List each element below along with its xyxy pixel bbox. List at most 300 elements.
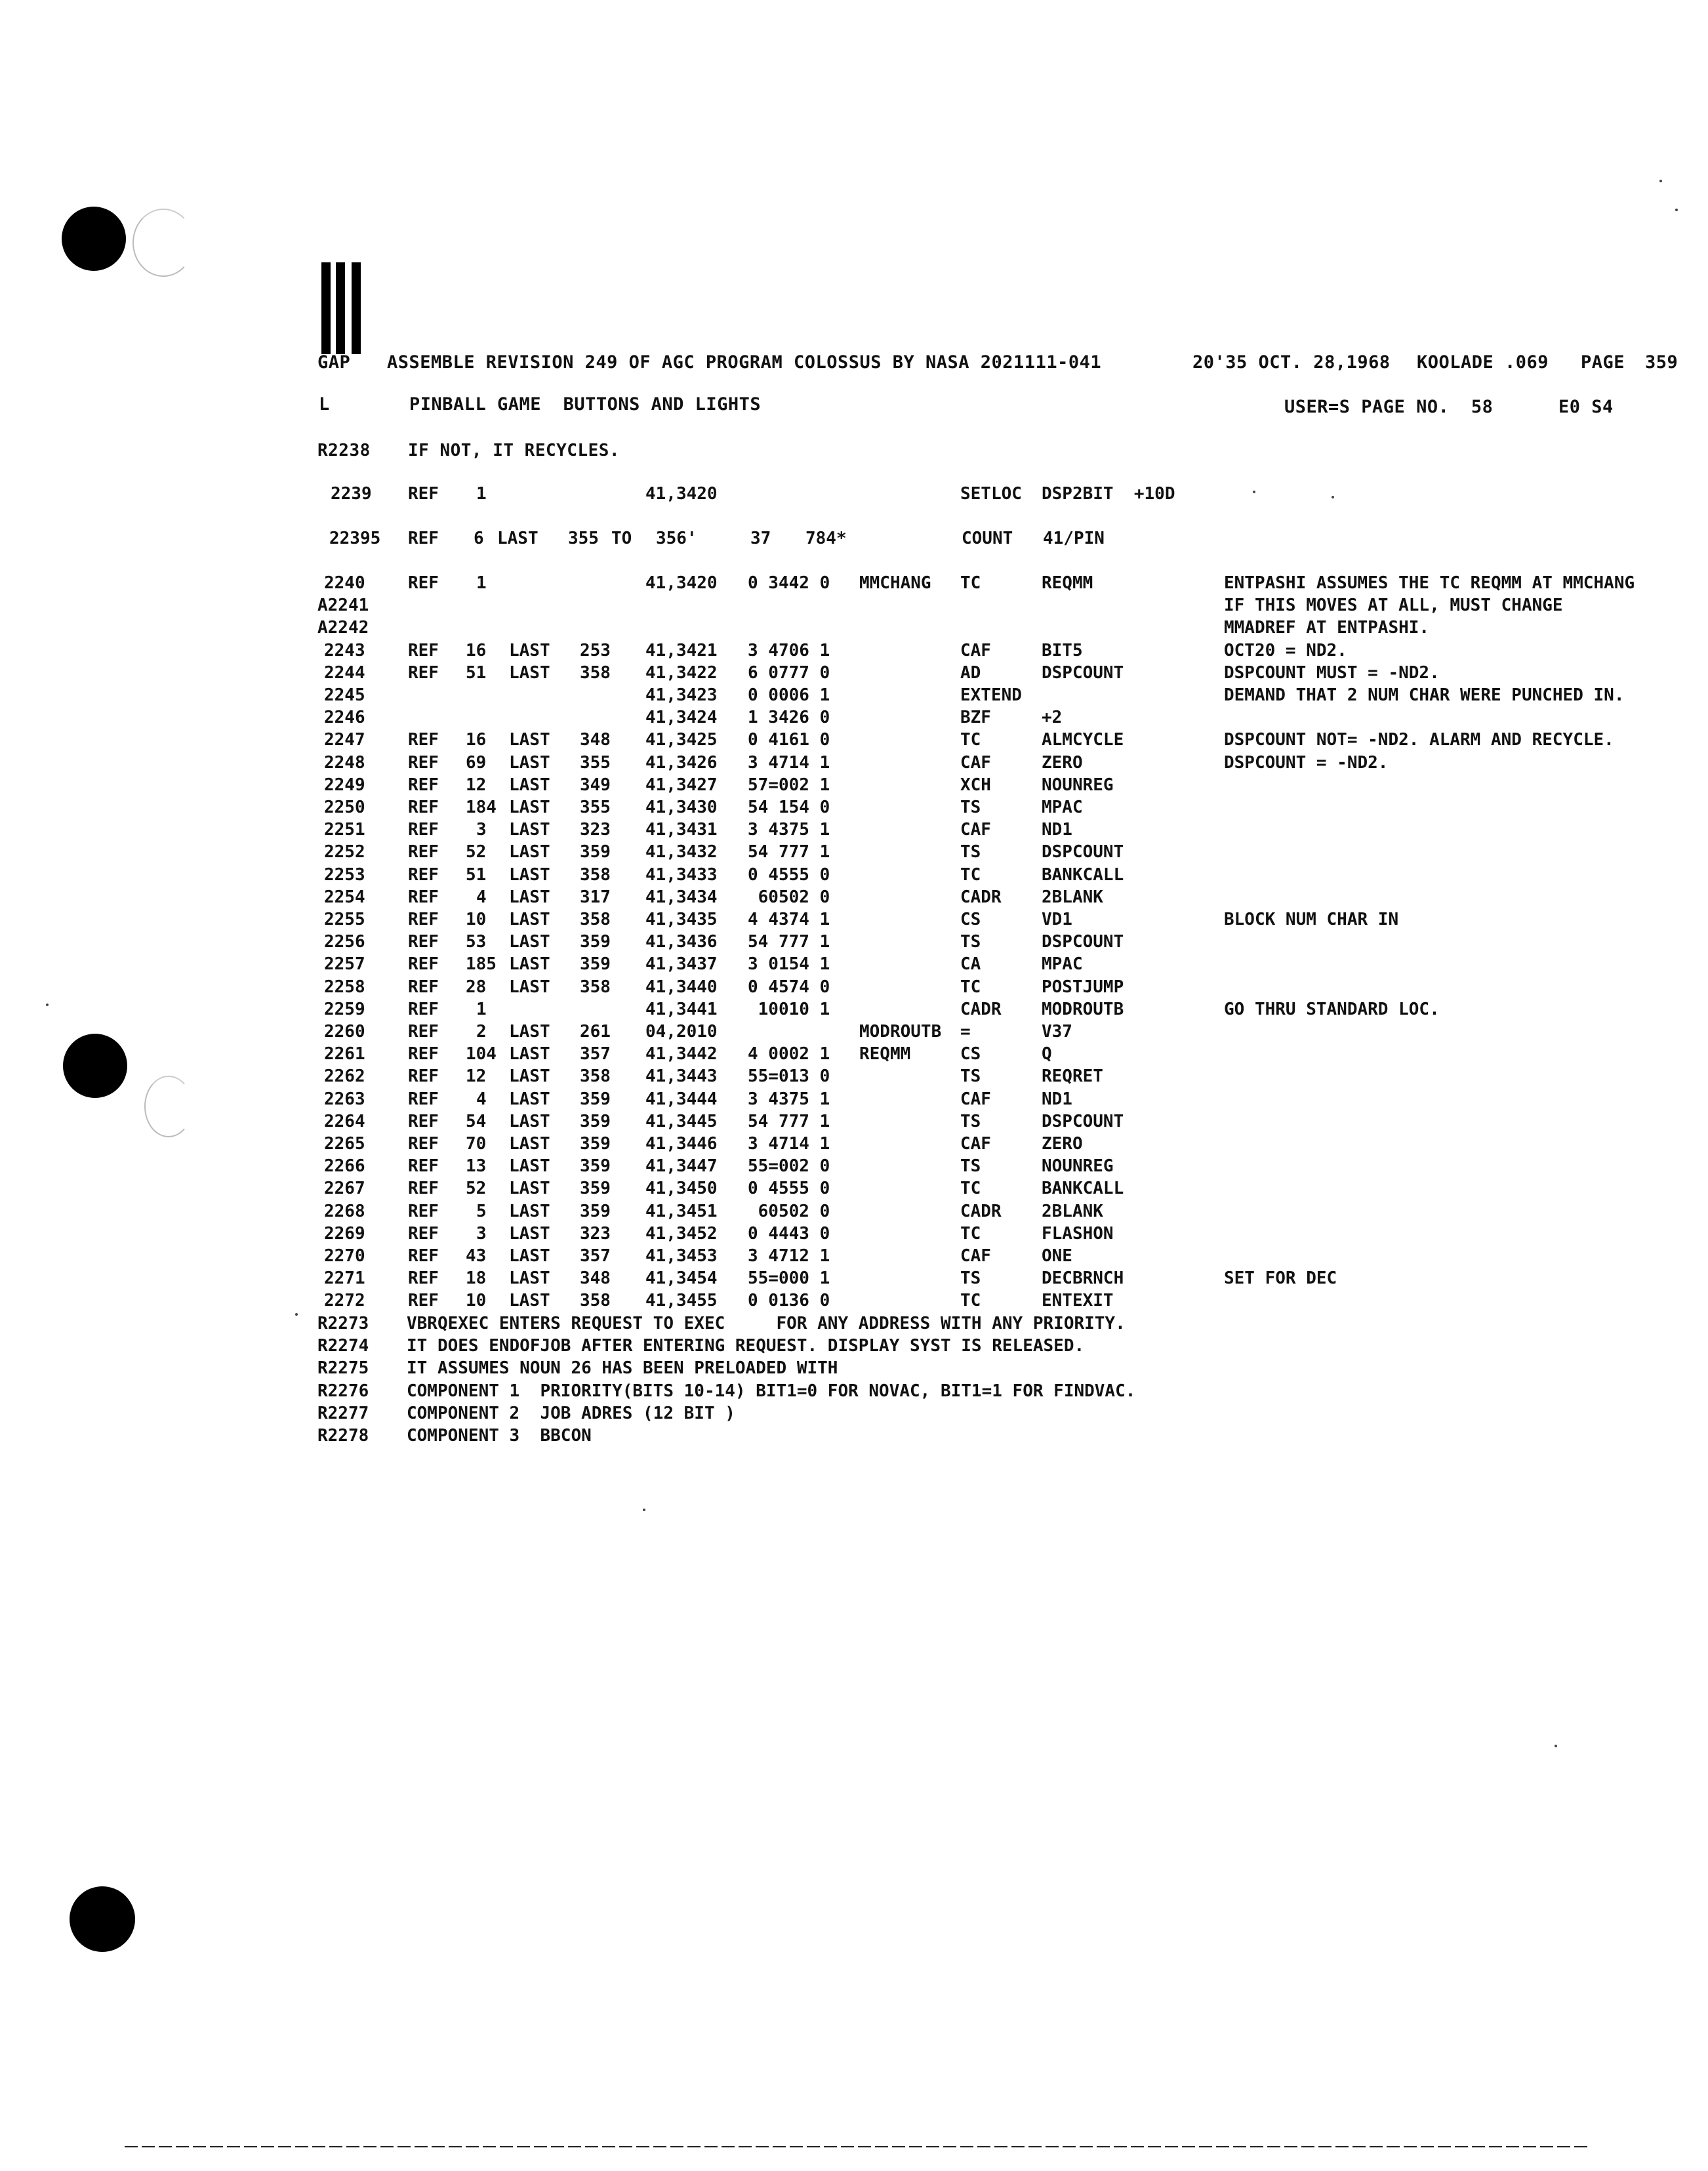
object-code: 0 4555 0 bbox=[748, 865, 830, 885]
remark-line bbox=[0, 1335, 1708, 1357]
comment: BLOCK NUM CHAR IN bbox=[1224, 910, 1399, 929]
label: REQMM bbox=[859, 1044, 911, 1064]
line-number: 2243 bbox=[324, 641, 365, 660]
listing-row bbox=[0, 976, 1708, 998]
line-number: 2259 bbox=[324, 1000, 365, 1019]
ref-keyword: REF bbox=[408, 1202, 439, 1221]
remark-text: COMPONENT 3 BBCON bbox=[407, 1426, 592, 1446]
opcode: XCH bbox=[960, 775, 991, 795]
ref-keyword: REF bbox=[408, 663, 439, 683]
listing-row bbox=[0, 796, 1708, 819]
opcode: CAF bbox=[960, 1134, 991, 1154]
ref-count: 12 bbox=[466, 775, 487, 795]
ref-keyword: REF bbox=[408, 887, 439, 907]
line-number: 2262 bbox=[324, 1066, 365, 1086]
ref-count: 16 bbox=[466, 730, 487, 750]
address: 41,3455 bbox=[645, 1291, 718, 1310]
address: 41,3424 bbox=[645, 708, 718, 727]
last-keyword: LAST bbox=[509, 977, 550, 997]
remark-text: VBRQEXEC ENTERS REQUEST TO EXEC FOR ANY ADDRESS WITH ANY PRIORITY. bbox=[407, 1314, 1126, 1333]
address: 41,3426 bbox=[645, 753, 718, 773]
line-number: 22395 bbox=[329, 529, 381, 548]
last-keyword: LAST bbox=[509, 753, 550, 773]
address: 41,3452 bbox=[645, 1224, 718, 1244]
opcode: = bbox=[960, 1022, 971, 1042]
remark-text: COMPONENT 1 PRIORITY(BITS 10-14) BIT1=0 FOR NOVAC, BIT1=1 FOR FINDVAC. bbox=[407, 1381, 1136, 1401]
scan-speck bbox=[1555, 1745, 1557, 1747]
ref-count: 184 bbox=[466, 798, 497, 817]
card-number: 358 bbox=[580, 910, 611, 929]
opcode: CADR bbox=[960, 887, 1002, 907]
card-number: 261 bbox=[580, 1022, 611, 1042]
operand: ENTEXIT bbox=[1042, 1291, 1114, 1310]
remark-number: R2275 bbox=[317, 1358, 369, 1378]
listing-row bbox=[0, 1088, 1708, 1110]
opcode: TC bbox=[960, 573, 981, 593]
line-number: 2261 bbox=[324, 1044, 365, 1064]
comment: GO THRU STANDARD LOC. bbox=[1224, 1000, 1440, 1019]
ref-count: 51 bbox=[466, 663, 487, 683]
ref-keyword: REF bbox=[408, 1268, 439, 1288]
listing-row bbox=[0, 1155, 1708, 1177]
address: 41,3445 bbox=[645, 1112, 718, 1131]
last-keyword: LAST bbox=[509, 910, 550, 929]
last-keyword: LAST bbox=[509, 1156, 550, 1176]
ref-count: 1 bbox=[476, 1000, 487, 1019]
ref-keyword: REF bbox=[408, 1134, 439, 1154]
ref-count: 4 bbox=[476, 887, 487, 907]
object-code: 0 0006 1 bbox=[748, 685, 830, 705]
operand: 41/PIN bbox=[1043, 529, 1105, 548]
card-number: 323 bbox=[580, 820, 611, 840]
operand: MPAC bbox=[1042, 798, 1083, 817]
ref-count: 3 bbox=[476, 820, 487, 840]
ref-keyword: REF bbox=[408, 1000, 439, 1019]
address: 41,3440 bbox=[645, 977, 718, 997]
listing-row bbox=[0, 1289, 1708, 1312]
object-code: 6 0777 0 bbox=[748, 663, 830, 683]
ref-keyword: REF bbox=[408, 820, 439, 840]
object-code: 0 4161 0 bbox=[748, 730, 830, 750]
operand: ND1 bbox=[1042, 820, 1072, 840]
line-number: 2257 bbox=[324, 954, 365, 974]
last-keyword: LAST bbox=[509, 842, 550, 862]
to-keyword: TO bbox=[611, 529, 632, 548]
ref-keyword: REF bbox=[408, 1179, 439, 1198]
opcode: EXTEND bbox=[960, 685, 1022, 705]
operand: DSP2BIT +10D bbox=[1042, 484, 1175, 504]
line-number: 2263 bbox=[324, 1089, 365, 1109]
opcode: CS bbox=[960, 910, 981, 929]
card-number: 359 bbox=[580, 842, 611, 862]
page-number: 359 bbox=[1645, 352, 1678, 373]
count-value-2: 784* bbox=[805, 529, 847, 548]
object-code: 55=013 0 bbox=[748, 1066, 830, 1086]
ref-count: 12 bbox=[466, 1066, 487, 1086]
line-number: 2248 bbox=[324, 753, 365, 773]
address: 41,3422 bbox=[645, 663, 718, 683]
card-number: 355 bbox=[580, 798, 611, 817]
last-keyword: LAST bbox=[497, 529, 539, 548]
address: 41,3430 bbox=[645, 798, 718, 817]
last-keyword: LAST bbox=[509, 1202, 550, 1221]
line-number: 2240 bbox=[324, 573, 365, 593]
card-number: 359 bbox=[580, 1089, 611, 1109]
line-number: 2266 bbox=[324, 1156, 365, 1176]
scan-speck bbox=[295, 1313, 298, 1316]
address: 41,3433 bbox=[645, 865, 718, 885]
scan-speck bbox=[1332, 496, 1334, 498]
remark-text: IF NOT, IT RECYCLES. bbox=[408, 441, 620, 460]
card-number: 359 bbox=[580, 1112, 611, 1131]
ref-count: 16 bbox=[466, 641, 487, 660]
line-number: 2245 bbox=[324, 685, 365, 705]
comment: DSPCOUNT MUST = -ND2. bbox=[1224, 663, 1440, 683]
line-number: 2258 bbox=[324, 977, 365, 997]
comment: SET FOR DEC bbox=[1224, 1268, 1337, 1288]
binder-hole-ghost-top bbox=[132, 209, 194, 277]
card-number: 357 bbox=[580, 1246, 611, 1266]
listing-row bbox=[0, 819, 1708, 841]
card-number: 348 bbox=[580, 1268, 611, 1288]
scan-speck bbox=[643, 1509, 645, 1511]
comment: DEMAND THAT 2 NUM CHAR WERE PUNCHED IN. bbox=[1224, 685, 1625, 705]
last-keyword: LAST bbox=[509, 820, 550, 840]
operand: NOUNREG bbox=[1042, 775, 1114, 795]
operand: POSTJUMP bbox=[1042, 977, 1124, 997]
scan-speck bbox=[46, 1004, 49, 1006]
ref-keyword: REF bbox=[408, 484, 439, 504]
comment: DSPCOUNT NOT= -ND2. ALARM AND RECYCLE. bbox=[1224, 730, 1614, 750]
operand: MODROUTB bbox=[1042, 1000, 1124, 1019]
operand: ND1 bbox=[1042, 1089, 1072, 1109]
last-keyword: LAST bbox=[509, 1246, 550, 1266]
card-number: 358 bbox=[580, 1291, 611, 1310]
opcode: BZF bbox=[960, 708, 991, 727]
count-value-1: 37 bbox=[750, 529, 771, 548]
object-code: 54 777 1 bbox=[748, 1112, 830, 1131]
last-keyword: LAST bbox=[509, 641, 550, 660]
object-code: 3 4375 1 bbox=[748, 820, 830, 840]
last-keyword: LAST bbox=[509, 954, 550, 974]
ref-keyword: REF bbox=[408, 1291, 439, 1310]
assembly-title: ASSEMBLE REVISION 249 OF AGC PROGRAM COLOSSUS BY NASA 2021111-041 bbox=[387, 352, 1102, 373]
address: 04,2010 bbox=[645, 1022, 718, 1042]
line-number: 2264 bbox=[324, 1112, 365, 1131]
listing-row bbox=[0, 617, 1708, 639]
listing-row bbox=[0, 931, 1708, 953]
last-keyword: LAST bbox=[509, 663, 550, 683]
last-keyword: LAST bbox=[509, 1291, 550, 1310]
listing-row bbox=[0, 1021, 1708, 1043]
card-number: 359 bbox=[580, 932, 611, 952]
line-number: 2247 bbox=[324, 730, 365, 750]
remark-number: R2273 bbox=[317, 1314, 369, 1333]
object-code: 60502 0 bbox=[748, 887, 830, 907]
ref-count: 6 bbox=[474, 529, 484, 548]
object-code: 3 0154 1 bbox=[748, 954, 830, 974]
line-number: 2260 bbox=[324, 1022, 365, 1042]
operand: ZERO bbox=[1042, 753, 1083, 773]
ref-count: 18 bbox=[466, 1268, 487, 1288]
operand: ONE bbox=[1042, 1246, 1072, 1266]
listing-row bbox=[0, 729, 1708, 751]
listing-row bbox=[0, 1267, 1708, 1289]
line-number: 2250 bbox=[324, 798, 365, 817]
remark-line bbox=[0, 1312, 1708, 1335]
object-code: 4 0002 1 bbox=[748, 1044, 830, 1064]
card-number: 355 bbox=[580, 753, 611, 773]
operand: BANKCALL bbox=[1042, 1179, 1124, 1198]
operand: VD1 bbox=[1042, 910, 1072, 929]
address: 41,3421 bbox=[645, 641, 718, 660]
assembly-site: KOOLADE .069 bbox=[1417, 352, 1549, 373]
operand: 2BLANK bbox=[1042, 1202, 1103, 1221]
line-number: 2267 bbox=[324, 1179, 365, 1198]
card-number: 358 bbox=[580, 1066, 611, 1086]
ref-keyword: REF bbox=[408, 798, 439, 817]
page-bottom-rule bbox=[125, 2146, 1587, 2147]
opcode: CADR bbox=[960, 1202, 1002, 1221]
remark-line bbox=[0, 1402, 1708, 1425]
card-number: 349 bbox=[580, 775, 611, 795]
line-number: 2254 bbox=[324, 887, 365, 907]
remark-number: R2277 bbox=[317, 1404, 369, 1423]
card-number: 357 bbox=[580, 1044, 611, 1064]
listing-row bbox=[0, 594, 1708, 617]
label: MMCHANG bbox=[859, 573, 931, 593]
opcode: TC bbox=[960, 1291, 981, 1310]
opcode: TS bbox=[960, 842, 981, 862]
object-code: 0 4443 0 bbox=[748, 1224, 830, 1244]
ref-count: 10 bbox=[466, 910, 487, 929]
listing-row bbox=[0, 841, 1708, 863]
opcode: TC bbox=[960, 865, 981, 885]
opcode: CA bbox=[960, 954, 981, 974]
address: 41,3434 bbox=[645, 887, 718, 907]
operand: MPAC bbox=[1042, 954, 1083, 974]
line-number: 2244 bbox=[324, 663, 365, 683]
listing-row bbox=[0, 886, 1708, 908]
address: 41,3432 bbox=[645, 842, 718, 862]
operand: 2BLANK bbox=[1042, 887, 1103, 907]
object-code: 55=000 1 bbox=[748, 1268, 830, 1288]
ref-count: 51 bbox=[466, 865, 487, 885]
object-code: 54 777 1 bbox=[748, 842, 830, 862]
listing-row bbox=[0, 953, 1708, 975]
address: 41,3431 bbox=[645, 820, 718, 840]
object-code: 54 154 0 bbox=[748, 798, 830, 817]
opcode: TS bbox=[960, 1156, 981, 1176]
object-code: 0 3442 0 bbox=[748, 573, 830, 593]
object-code: 0 0136 0 bbox=[748, 1291, 830, 1310]
ref-keyword: REF bbox=[408, 954, 439, 974]
last-keyword: LAST bbox=[509, 1066, 550, 1086]
operand: BANKCALL bbox=[1042, 865, 1124, 885]
ref-count: 1 bbox=[476, 484, 487, 504]
ref-count: 52 bbox=[466, 842, 487, 862]
last-keyword: LAST bbox=[509, 1022, 550, 1042]
listing-row bbox=[0, 1065, 1708, 1087]
address: 41,3453 bbox=[645, 1246, 718, 1266]
opcode: SETLOC bbox=[960, 484, 1022, 504]
listing-row bbox=[0, 998, 1708, 1021]
ref-keyword: REF bbox=[408, 977, 439, 997]
opcode: TS bbox=[960, 1112, 981, 1131]
printer-tag-mark bbox=[321, 262, 367, 354]
line-number: 2265 bbox=[324, 1134, 365, 1154]
comment: IF THIS MOVES AT ALL, MUST CHANGE bbox=[1224, 596, 1563, 615]
remark-number: R2274 bbox=[317, 1336, 369, 1356]
address: 41,3423 bbox=[645, 685, 718, 705]
object-code: 54 777 1 bbox=[748, 932, 830, 952]
opcode: TC bbox=[960, 730, 981, 750]
address: 41,3437 bbox=[645, 954, 718, 974]
remark-number: R2276 bbox=[317, 1381, 369, 1401]
ref-keyword: REF bbox=[408, 1044, 439, 1064]
listing-row bbox=[0, 1110, 1708, 1133]
ref-count: 4 bbox=[476, 1089, 487, 1109]
ref-count: 54 bbox=[466, 1112, 487, 1131]
comment: DSPCOUNT = -ND2. bbox=[1224, 753, 1389, 773]
address: 41,3446 bbox=[645, 1134, 718, 1154]
operand: BIT5 bbox=[1042, 641, 1083, 660]
opcode: TS bbox=[960, 932, 981, 952]
comment: MMADREF AT ENTPASHI. bbox=[1224, 618, 1430, 638]
ref-count: 28 bbox=[466, 977, 487, 997]
listing-row bbox=[0, 662, 1708, 684]
remark-line bbox=[0, 1357, 1708, 1379]
listing-row bbox=[0, 1200, 1708, 1223]
object-code: 3 4714 1 bbox=[748, 753, 830, 773]
object-code: 3 4712 1 bbox=[748, 1246, 830, 1266]
line-number: 2269 bbox=[324, 1224, 365, 1244]
ref-count: 104 bbox=[466, 1044, 497, 1064]
ref-keyword: REF bbox=[408, 1156, 439, 1176]
address: 41,3420 bbox=[645, 573, 718, 593]
last-keyword: LAST bbox=[509, 1179, 550, 1198]
address: 41,3454 bbox=[645, 1268, 718, 1288]
remark-text: COMPONENT 2 JOB ADRES (12 BIT ) bbox=[407, 1404, 735, 1423]
line-number: 2252 bbox=[324, 842, 365, 862]
address: 41,3435 bbox=[645, 910, 718, 929]
address: 41,3420 bbox=[645, 484, 718, 504]
object-code: 57=002 1 bbox=[748, 775, 830, 795]
listing-row bbox=[0, 684, 1708, 706]
listing-row bbox=[0, 1133, 1708, 1155]
ref-keyword: REF bbox=[408, 910, 439, 929]
object-code: 0 4574 0 bbox=[748, 977, 830, 997]
binder-hole-bottom bbox=[70, 1886, 135, 1952]
card-number: 323 bbox=[580, 1224, 611, 1244]
object-code: 3 4706 1 bbox=[748, 641, 830, 660]
ref-keyword: REF bbox=[408, 1112, 439, 1131]
subheader-letter: L bbox=[319, 394, 330, 415]
opcode: CAF bbox=[960, 641, 991, 660]
ref-keyword: REF bbox=[408, 753, 439, 773]
opcode: COUNT bbox=[962, 529, 1013, 548]
scan-speck bbox=[1253, 491, 1255, 493]
line-number: A2242 bbox=[317, 618, 369, 638]
address: 41,3425 bbox=[645, 730, 718, 750]
line-number: 2271 bbox=[324, 1268, 365, 1288]
last-keyword: LAST bbox=[509, 730, 550, 750]
ref-count: 70 bbox=[466, 1134, 487, 1154]
line-number: 2239 bbox=[331, 484, 372, 504]
listing-row bbox=[0, 639, 1708, 662]
opcode: TC bbox=[960, 1179, 981, 1198]
address: 41,3444 bbox=[645, 1089, 718, 1109]
operand: NOUNREG bbox=[1042, 1156, 1114, 1176]
opcode: TS bbox=[960, 1066, 981, 1086]
opcode: TS bbox=[960, 798, 981, 817]
ref-keyword: REF bbox=[408, 573, 439, 593]
line-number: 2268 bbox=[324, 1202, 365, 1221]
object-code: 3 4714 1 bbox=[748, 1134, 830, 1154]
line-number: 2256 bbox=[324, 932, 365, 952]
card-number: 358 bbox=[580, 977, 611, 997]
assembly-timestamp: 20'35 OCT. 28,1968 bbox=[1192, 352, 1391, 373]
last-keyword: LAST bbox=[509, 1268, 550, 1288]
ref-keyword: REF bbox=[408, 1066, 439, 1086]
ref-count: 69 bbox=[466, 753, 487, 773]
listing-row bbox=[0, 1223, 1708, 1245]
last-keyword: LAST bbox=[509, 775, 550, 795]
address: 41,3450 bbox=[645, 1179, 718, 1198]
setloc-line bbox=[0, 483, 1708, 505]
operand: ALMCYCLE bbox=[1042, 730, 1124, 750]
line-number: 2253 bbox=[324, 865, 365, 885]
operand: FLASHON bbox=[1042, 1224, 1114, 1244]
last-keyword: LAST bbox=[509, 1134, 550, 1154]
opcode: CAF bbox=[960, 1246, 991, 1266]
opcode: TC bbox=[960, 1224, 981, 1244]
line-number: A2241 bbox=[317, 596, 369, 615]
last-keyword: LAST bbox=[509, 1224, 550, 1244]
object-code: 4 4374 1 bbox=[748, 910, 830, 929]
last-keyword: LAST bbox=[509, 1089, 550, 1109]
opcode: TC bbox=[960, 977, 981, 997]
ref-count: 185 bbox=[466, 954, 497, 974]
comment: ENTPASHI ASSUMES THE TC REQMM AT MMCHANG bbox=[1224, 573, 1635, 593]
label: MODROUTB bbox=[859, 1022, 942, 1042]
card-number-2: 356' bbox=[656, 529, 697, 548]
object-code: 0 4555 0 bbox=[748, 1179, 830, 1198]
comment: OCT20 = ND2. bbox=[1224, 641, 1347, 660]
ref-keyword: REF bbox=[408, 1089, 439, 1109]
operand: +2 bbox=[1042, 708, 1063, 727]
card-number: 253 bbox=[580, 641, 611, 660]
object-code: 10010 1 bbox=[748, 1000, 830, 1019]
object-code: 55=002 0 bbox=[748, 1156, 830, 1176]
ref-keyword: REF bbox=[408, 842, 439, 862]
last-keyword: LAST bbox=[509, 1112, 550, 1131]
opcode: CAF bbox=[960, 753, 991, 773]
ref-keyword: REF bbox=[408, 1224, 439, 1244]
card-number: 355 bbox=[568, 529, 599, 548]
ref-count: 53 bbox=[466, 932, 487, 952]
ref-keyword: REF bbox=[408, 932, 439, 952]
remark-text: IT ASSUMES NOUN 26 HAS BEEN PRELOADED WITH bbox=[407, 1358, 838, 1378]
object-code: 1 3426 0 bbox=[748, 708, 830, 727]
listing-tag: GAP bbox=[317, 352, 351, 373]
listing-row bbox=[0, 864, 1708, 886]
remark-number: R2278 bbox=[317, 1426, 369, 1446]
operand: REQRET bbox=[1042, 1066, 1103, 1086]
remark-line bbox=[0, 1380, 1708, 1402]
section-title: PINBALL GAME BUTTONS AND LIGHTS bbox=[409, 394, 762, 415]
operand: DSPCOUNT bbox=[1042, 842, 1124, 862]
